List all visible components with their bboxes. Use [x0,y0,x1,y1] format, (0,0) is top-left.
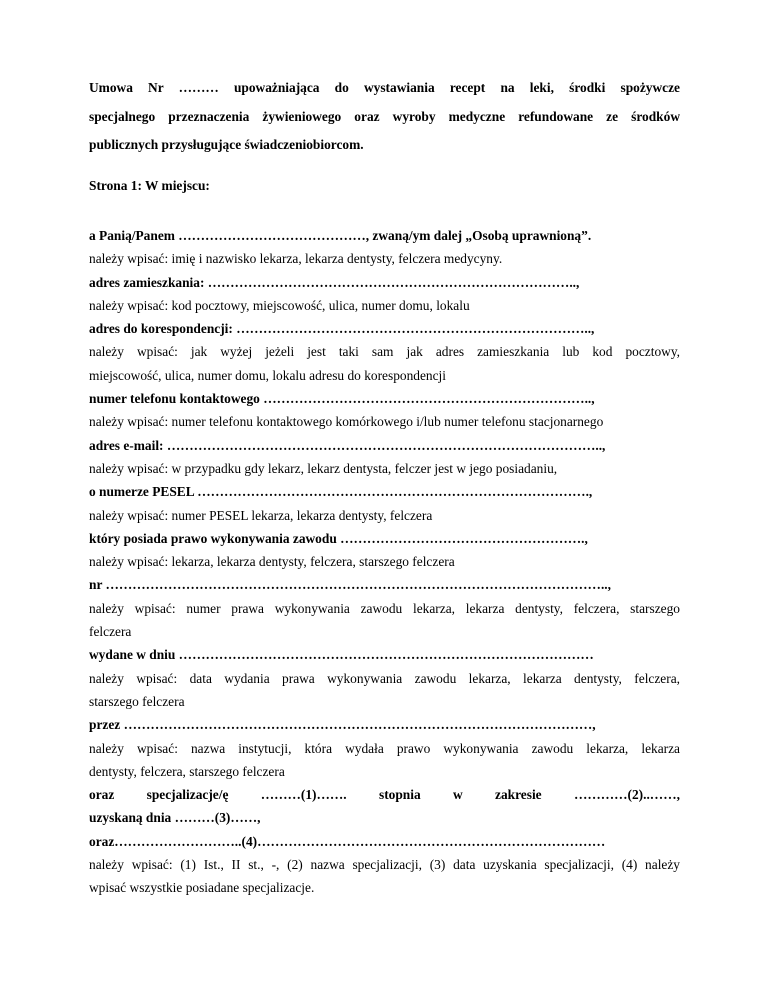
specialization-word-6: zakresie [495,787,542,803]
hint-issued-date-2: starszego felczera [89,693,185,709]
hint-phone: należy wpisać: numer telefonu kontaktowego komórkowego i/lub numer telefonu stacjonarnego [89,414,604,430]
field-email: adres e-mail: …………………………………………………………………………………….., [89,437,606,453]
form-fields [89,224,680,900]
field-specialization [89,783,680,806]
section-heading-strona-1: Strona 1: W miejscu: [89,178,210,193]
hint-license-number-1: należy wpisać: numer prawa wykonywania zawodu lekarza, lekarza dentysty, felczera, starszego [89,600,680,616]
field-residence-address: adres zamieszkania: ……………………………………………………………………….., [89,274,580,290]
specialization-word-2: specjalizacje/ę [146,787,229,803]
field-correspondence-address: adres do korespondencji: …………………………………………………………………….., [89,321,595,337]
field-specialization-all: oraz………………………..(4)…………………………………………………………………… [89,833,606,849]
hint-specialization-1: należy wpisać: (1) Ist., II st., -, (2) nazwa specjalizacji, (3) data uzyskania specjalizacji, (4) należy [89,857,680,873]
hint-email: należy wpisać: w przypadku gdy lekarz, lekarz dentysta, felczer jest w jego posiadaniu, [89,460,558,476]
hint-name: należy wpisać: imię i nazwisko lekarza, lekarza dentysty, felczera medycyny. [89,251,503,267]
field-specialization-date: uzyskaną dnia ………(3)……, [89,810,261,826]
hint-license-number-2: felczera [89,624,132,640]
field-issued-date: wydane w dniu ………………………………………………………………………………… [89,647,594,663]
hint-correspondence-address-2: miejscowość, ulica, numer domu, lokalu adresu do korespondencji [89,367,446,383]
document-title [89,74,680,160]
field-pesel: o numerze PESEL ……………………………………………………………………………., [89,484,593,500]
hint-issued-by-1: należy wpisać: nazwa instytucji, która wydała prawo wykonywania zawodu lekarza, lekarza [89,740,680,756]
specialization-word-3: ………(1)……. [260,787,347,803]
hint-pesel: należy wpisać: numer PESEL lekarza, lekarza dentysty, felczera [89,507,433,523]
field-license-number: nr ………………………………………………………………………………………………….., [89,577,611,593]
hint-issued-date-1: należy wpisać: data wydania prawa wykonywania zawodu lekarza, lekarza dentysty, felczera, [89,670,680,686]
specialization-word-1: oraz [89,787,115,803]
field-name-line: a Panią/Panem ……………………………………, zwaną/ym dalej „Osobą uprawnioną”. [89,228,592,243]
hint-license: należy wpisać: lekarza, lekarza dentysty, felczera, starszego felczera [89,554,455,570]
title-line-2: specjalnego przeznaczenia żywieniowego oraz wyroby medyczne refundowane ze środków [89,108,680,124]
hint-specialization-2: wpisać wszystkie posiadane specjalizacje. [89,880,315,896]
field-license: który posiada prawo wykonywania zawodu ………………………………………………., [89,530,588,546]
specialization-word-7: …………(2)..……, [573,787,680,803]
hint-issued-by-2: dentysty, felczera, starszego felczera [89,763,285,779]
field-issued-by: przez ……………………………………………………………………………………………, [89,717,596,733]
specialization-word-4: stopnia [378,787,421,803]
field-phone: numer telefonu kontaktowego ……………………………………………………………….., [89,391,595,407]
title-line-3: publicznych przysługujące świadczeniobiorcom. [89,137,364,153]
hint-correspondence-address-1: należy wpisać: jak wyżej jeżeli jest taki sam jak adres zamieszkania lub kod pocztowy, [89,344,680,360]
title-line-1: Umowa Nr ……… upoważniająca do wystawiania recept na leki, środki spożywcze [89,80,680,95]
specialization-word-5: w [453,787,463,803]
hint-residence-address: należy wpisać: kod pocztowy, miejscowość, ulica, numer domu, lokalu [89,297,470,313]
